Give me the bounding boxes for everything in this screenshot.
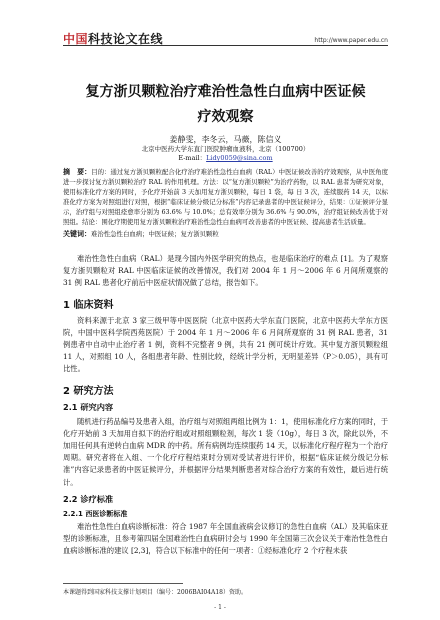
header-rule <box>63 45 388 46</box>
paper-title <box>63 80 388 130</box>
abstract-label: 摘 要： <box>63 168 92 176</box>
section-1-heading: 1 临床资料 <box>63 299 114 311</box>
site-url[interactable]: http://www.paper.edu.cn <box>314 37 388 44</box>
affiliation: 北京中医药大学东直门医院肿瘤血液科，北京（100700） <box>141 145 310 153</box>
paper-body <box>63 80 388 557</box>
section-2-1-heading: 2.1 研究内容 <box>63 401 114 412</box>
abstract <box>63 167 388 227</box>
section-2-2-1-text: 难治性急性白血病诊断标准：符合 1987 年全国血液病会议修订的急性白血病（AL）及其临床亚型的诊断标准，且参考第四届全国难治性白血病研讨会与 1990 年全国第三次会议关于难治性急性白血病诊断标准的建议 [2,3]，符合以下标准中的任何一项者：①经标准化疗 2 个疗程未获 <box>63 521 388 556</box>
footnote: 本课题得到国家科技支撑计划项目（编号：2006BAI04A18）资助。 <box>63 589 247 596</box>
email-label: E-mail： <box>178 154 207 162</box>
section-2-2-1-heading: 2.2.1 西医诊断标准 <box>63 509 128 518</box>
keywords <box>63 229 388 239</box>
email-line <box>63 154 388 163</box>
section-2-2-heading: 2.2 诊疗标准 <box>63 493 114 504</box>
email-link[interactable]: Lidy0059@sina.com <box>206 154 273 162</box>
page-header <box>0 0 440 46</box>
title-line-1: 复方浙贝颗粒治疗难治性急性白血病中医证候 <box>85 84 366 100</box>
section-2-heading: 2 研究方法 <box>63 385 114 397</box>
section-1-text: 资料来源于北京 3 家三级甲等中医医院（北京中医药大学东直门医院，北京中医药大学东方医院，中国中医科学院西苑医院）于 2004 年 1 月～2006 年 6 月间所观察的 31 例 RAL 患者，31 例患者中自动中止治疗者 1 例，资料不完整者 9 例，共有 21 例可统计疗效。其中复方浙贝颗粒组 11 人，对照组 10 人，各组患者年龄、性别比较，经统计学分析，无明显差异（P＞0.05），具有可比性。 <box>63 315 388 374</box>
page-number: - 1 - <box>214 604 226 611</box>
keywords-text: 难治性急性白血病；中医证候；复方浙贝颗粒 <box>91 230 219 238</box>
title-line-2: 疗效观察 <box>197 109 254 125</box>
keywords-label: 关键词： <box>63 230 91 238</box>
abstract-text: 目的：通过复方浙贝颗粒配合化疗治疗难治性急性白血病（RAL）中医证候改善的疗效观察，从中医角度进一步探讨复方浙贝颗粒治疗 RAL 的作用机理。方法：以“复方浙贝颗粒”为治疗药物，以 RAL 患者为研究对象，使用标准化疗方案的同时，予化疗开始前 3 天加用复方浙贝颗粒，每日 1 袋，每 日 3 次，连续服药 14 天，以标准化疗方案为对照组进行对照，根据“临床证候分级记分标准”内容记录患者的中医证候评分，结果：①证候评分显示，治疗组与对照组痊愈率分别为 63.6% 与 10.0%；总有效率分别为 36.6% 与 90.0%，治疗组证候改善优于对照组。结论：围化疗期使用复方浙贝颗粒治疗难治性急性白血病可改善患者的中医证候、提高患者生活质量。 <box>63 168 389 226</box>
logo-prefix: 中国 <box>63 32 89 46</box>
authors: 姜静雯，李冬云，马薇，陈信义 <box>169 135 282 144</box>
logo-text: 科技论文在线 <box>88 32 164 46</box>
footnote-rule <box>63 583 183 584</box>
section-2-1-text: 随机进行药品编号及患者入组，治疗组与对照组两组比例为 1：1，使用标准化疗方案的同时，于化疗开始前 3 天加用自拟下的治疗组或对照组颗粒剂，每次 1 袋（10g），每日 3 次，除此以外，不加用任何具有逆转白血病 MDR 的中药。所有病例均连续服药 14 天，以标准化疗程疗程为一个治疗周期。研究者将在入组、一个化疗疗程结束时分别对受试者进行评价，根据“临床证候分级记分标准”内容记录患者的中医证候评分，并根据评分结果判断患者对综合治疗方案的有效性，最后进行统计。 <box>63 416 388 487</box>
intro-paragraph: 难治性急性白血病（RAL）是现今国内外医学研究的热点，也是临床治疗的难点 [1]。为了观察复方浙贝颗粒对 RAL 中医临床证候的改善情况，我们对 2004 年 1 月～2006 年 6 月间所观察的 31 例 RAL 患者化疗前后中医症状情况做了总结，报告如下。 <box>63 254 388 288</box>
